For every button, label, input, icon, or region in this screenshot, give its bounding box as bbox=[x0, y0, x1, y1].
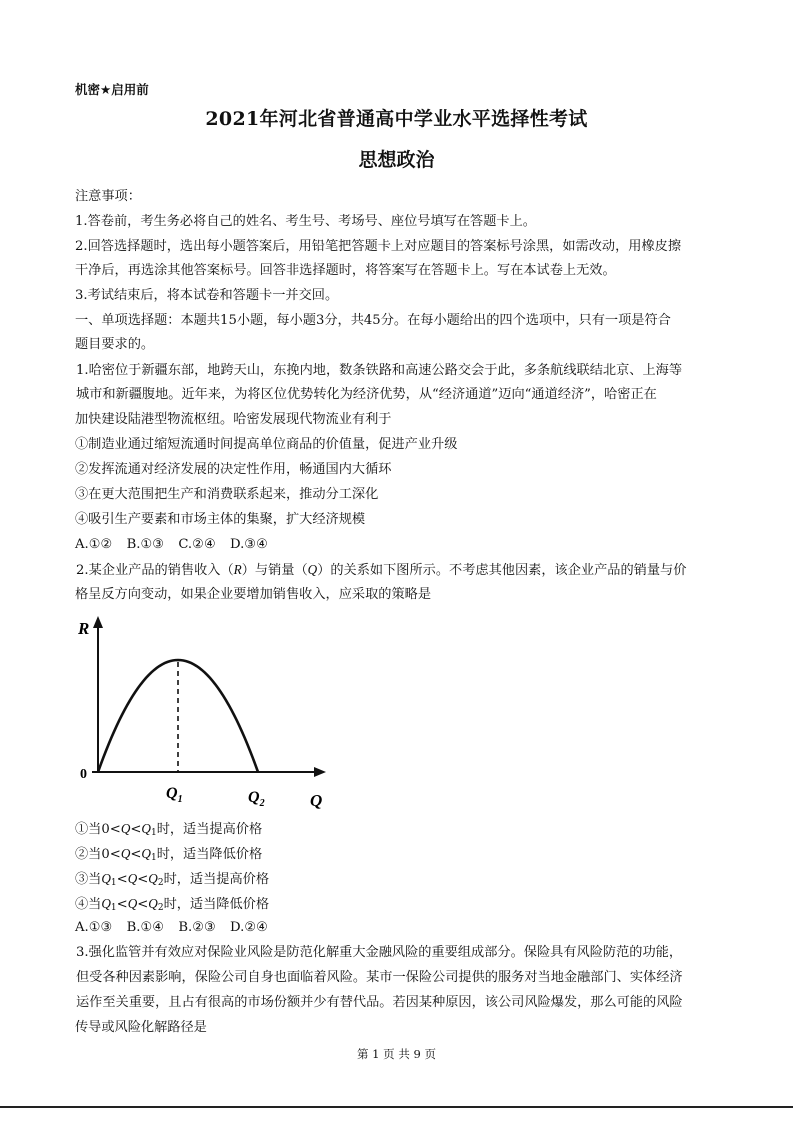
q1-answer-c: C.②④ bbox=[178, 537, 216, 552]
q1-answer-d: D.③④ bbox=[229, 537, 268, 552]
q2-answer-c: B.②③ bbox=[178, 920, 216, 935]
y-axis-label: R bbox=[78, 619, 90, 638]
q2-option-4: ④当$Q_1<Q<Q_2$时，适当降低价格 bbox=[75, 896, 270, 913]
section-1-heading-line-2: 题目要求的。 bbox=[75, 337, 155, 352]
revenue-quantity-chart bbox=[70, 612, 335, 817]
section-1-heading-line-1: 一、单项选择题：本题共15小题，每小题3分，共45分。在每小题给出的四个选项中，只有一项是符合 bbox=[75, 313, 671, 328]
q2-stem-line-1: 2.某企业产品的销售收入（R）与销量（Q）的关系如下图所示。不考虑其他因素，该企业产品的销量与价 bbox=[76, 562, 687, 578]
q2-answer-a: A.①③ bbox=[75, 920, 113, 935]
q2-answer-d: D.②④ bbox=[230, 920, 268, 935]
notice-item-2-line-2: 干净后，再选涂其他答案标号。回答非选择题时，将答案写在答题卡上。写在本试卷上无效。 bbox=[75, 263, 616, 278]
notice-heading: 注意事项： bbox=[75, 189, 141, 204]
page-bottom-rule bbox=[0, 1106, 793, 1108]
x-axis-label: Q bbox=[310, 791, 323, 810]
q1-stem-line-3: 加快建设陆港型物流枢纽。哈密发展现代物流业有利于 bbox=[75, 412, 392, 427]
q1-option-1: ①制造业通过缩短流通时间提高单位商品的价值量，促进产业升级 bbox=[75, 437, 458, 452]
q1-answer-a: A.①② bbox=[75, 537, 113, 552]
subject-title: 思想政治 bbox=[358, 149, 435, 171]
svg-text:Q2: $Q_2$ bbox=[248, 789, 265, 809]
svg-text:Q1: $Q_1$ bbox=[166, 785, 183, 805]
q2-stem-line-2: 格呈反方向变动，如果企业要增加销售收入，应采取的策略是 bbox=[75, 587, 432, 602]
q1-stem-line-1: 1.哈密位于新疆东部，地跨天山，东挽内地，数条铁路和高速公路交会于此，多条航线联结北京、上海等 bbox=[76, 363, 683, 378]
notice-item-3: 3.考试结束后，将本试卷和答题卡一并交回。 bbox=[75, 288, 339, 303]
y-axis-arrow bbox=[93, 616, 103, 628]
confidential-label: 机密★启用前 bbox=[75, 82, 149, 97]
notice-item-2-line-1: 2.回答选择题时，选出每小题答案后，用铅笔把答题卡上对应题目的答案标号涂黑，如需改动，用橡皮擦 bbox=[75, 239, 682, 254]
q1-answer-choices bbox=[75, 537, 278, 553]
tick-label-q2 bbox=[248, 789, 265, 809]
q1-answer-b: B.①③ bbox=[126, 537, 165, 552]
q1-stem-line-2: 城市和新疆腹地。近年来，为将区位优势转化为经济优势，从“经济通道”迈向“通道经济”，哈密正在 bbox=[76, 387, 657, 402]
q3-stem-line-2: 但受各种因素影响，保险公司自身也面临着风险。某市一保险公司提供的服务对当地金融部门、实体经济 bbox=[76, 970, 683, 985]
x-axis-arrow bbox=[314, 767, 326, 777]
origin-label: 0 bbox=[80, 767, 87, 782]
q2-answer-choices bbox=[75, 920, 278, 936]
q2-answer-b: B.①④ bbox=[126, 920, 165, 935]
notice-item-1: 1.答卷前，考生务必将自己的姓名、考生号、考场号、座位号填写在答题卡上。 bbox=[75, 214, 536, 229]
exam-title: 2021年河北省普通高中学业水平选择性考试 bbox=[205, 108, 588, 130]
q2-option-2: ②当$0<Q<Q_1$时，适当降低价格 bbox=[75, 846, 263, 863]
q3-stem-line-3: 运作至关重要，且占有很高的市场份额并少有替代品。若因某种原因，该公司风险爆发，那么可能的风险 bbox=[76, 995, 683, 1010]
q2-option-3: ③当$Q_1<Q<Q_2$时，适当提高价格 bbox=[75, 871, 270, 888]
q1-option-4: ④吸引生产要素和市场主体的集聚，扩大经济规模 bbox=[75, 512, 366, 527]
q1-option-2: ②发挥流通对经济发展的决定性作用，畅通国内大循环 bbox=[75, 462, 392, 477]
q3-stem-line-1: 3.强化监管并有效应对保险业风险是防范化解重大金融风险的重要组成部分。保险具有风险防范的功能， bbox=[76, 945, 683, 960]
q1-option-3: ③在更大范围把生产和消费联系起来，推动分工深化 bbox=[75, 487, 379, 502]
tick-label-q1 bbox=[166, 785, 183, 805]
page-number: 第 1 页 共 9 页 bbox=[357, 1047, 436, 1061]
q3-stem-line-4: 传导或风险化解路径是 bbox=[75, 1020, 207, 1035]
q2-option-1: ①当$0<Q<Q_1$时，适当提高价格 bbox=[75, 821, 263, 838]
